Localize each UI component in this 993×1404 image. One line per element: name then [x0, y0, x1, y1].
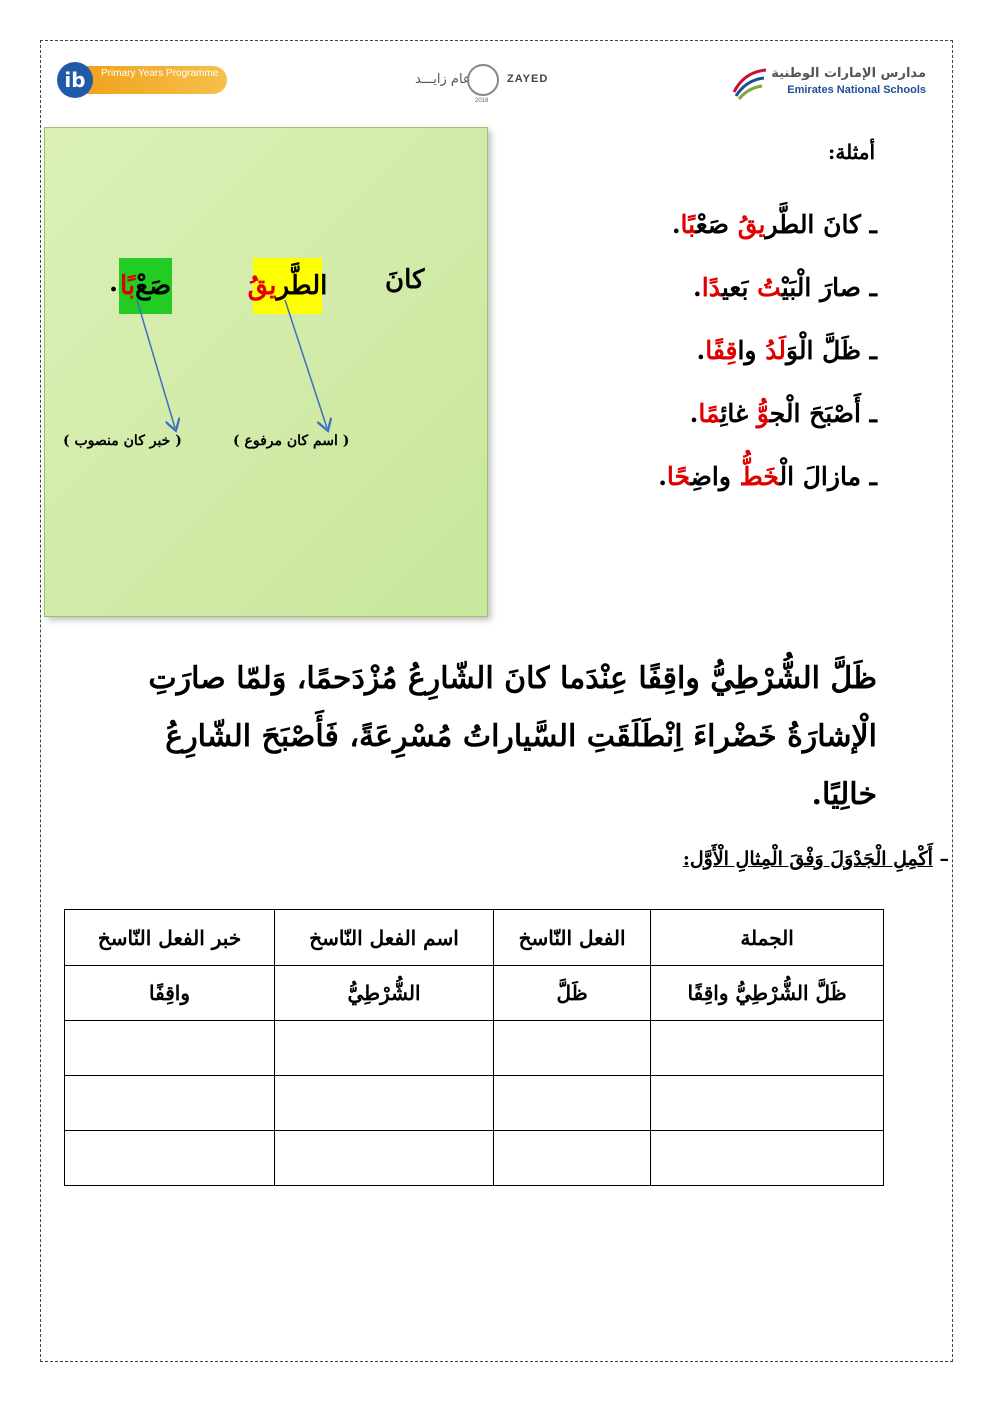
answer-cell[interactable] [651, 1021, 884, 1076]
example-period: . [658, 462, 667, 491]
example-text: وا [737, 336, 766, 365]
zayed-portrait-icon [467, 64, 499, 96]
word-kana: كانَ [385, 265, 425, 295]
word-ism-part: الطَّر [276, 271, 328, 301]
table-cell: ظَلَّ [494, 966, 651, 1021]
word-khabar-part: صَعْ [135, 271, 172, 301]
example-text: ـ كانَ الطَّر [765, 210, 877, 239]
example-khabar-ending: بًا [680, 210, 696, 239]
header-khabar: خبر الفعل النّاسخ [65, 910, 275, 966]
example-text: ـ مازالَ الْ [779, 462, 877, 491]
label-ism-kana: ( اسم كان مرفوع ) [233, 433, 350, 449]
ib-programme-label: Primary Years Programme [83, 66, 227, 94]
example-line [697, 336, 877, 365]
example-text: صَعْ [695, 210, 738, 239]
example-khabar-ending: مًا [698, 399, 721, 428]
answer-cell[interactable] [275, 1021, 494, 1076]
answer-cell[interactable] [494, 1021, 651, 1076]
answer-cell[interactable] [65, 1131, 275, 1186]
task-dash: – [939, 848, 949, 870]
answer-cell[interactable] [65, 1021, 275, 1076]
example-ism-ending: خَطُّ [739, 462, 780, 491]
ib-mark: ib [57, 62, 93, 98]
example-text: غائِ [720, 399, 757, 428]
arrows [45, 128, 487, 616]
word-khabar-ending: بًا [119, 271, 136, 301]
zayed-year: 2018 [475, 98, 489, 104]
arrow-to-ism-label [285, 300, 327, 428]
table-row [65, 1131, 884, 1186]
word-ism-ending: يقُ [247, 271, 277, 301]
task-instruction [683, 848, 949, 870]
reading-paragraph: ظَلَّ الشُّرْطِيُّ واقِفًا عِنْدَما كانَ الشّارِعُ مُزْدَحمًا، وَلمّا صارَتِ الْإشارَةُ خَضْراءَ اِنْطَلَقَتِ السَّياراتُ مُسْرِعَةً، فَأَصْبَحَ الشّارِعُ خالِيًا. [148, 661, 877, 812]
school-swoosh-icon [730, 66, 770, 100]
example-ism-ending: يقُ [737, 210, 766, 239]
answer-cell[interactable] [275, 1076, 494, 1131]
example-line [658, 462, 877, 491]
example-line [690, 399, 877, 428]
example-ism-ending: تُ [757, 273, 782, 302]
task-text: أَكْمِلِ الْجَدْوَلَ وَفْقَ الْمِثالِ الْأَوَّل: [682, 848, 933, 870]
table-row [65, 1021, 884, 1076]
examples-title: أمثلة: [827, 140, 875, 164]
answer-cell[interactable] [651, 1076, 884, 1131]
example-period: . [696, 336, 706, 365]
header-verb: الفعل النّاسخ [494, 910, 651, 966]
label-khabar-kana: ( خبر كان منصوب ) [63, 433, 182, 449]
example-text: ـ ظَلَّ الْوَ [785, 336, 877, 365]
header-sentence: الجملة [651, 910, 884, 966]
example-text: بَعي [721, 273, 758, 302]
table-row [65, 966, 884, 1021]
example-period: . [693, 273, 702, 302]
example-ism-ending: لَدُ [765, 336, 786, 365]
example-khabar-ending: دًا [701, 273, 722, 302]
answer-cell[interactable] [494, 1131, 651, 1186]
answer-cell[interactable] [651, 1131, 884, 1186]
sentence-period: . [109, 268, 119, 298]
arrow-to-khabar-label [137, 300, 175, 428]
ib-logo [57, 62, 227, 98]
example-text: ـ أَصْبَحَ الْج [769, 399, 877, 428]
answer-cell[interactable] [494, 1076, 651, 1131]
example-text: ـ صارَ الْبَيْ [781, 273, 877, 302]
table-cell: الشُّرْطِيُّ [275, 966, 494, 1021]
school-arabic-name: مدارس الإمارات الوطنية [771, 66, 926, 81]
example-ism-ending: وُّ [756, 399, 770, 428]
table-cell: واقِفًا [65, 966, 275, 1021]
example-analysis-box [44, 127, 488, 617]
zayed-english-label: ZAYED [507, 73, 549, 85]
example-line [672, 210, 877, 239]
table-cell: ظَلَّ الشُّرْطِيُّ واقِفًا [651, 966, 884, 1021]
year-of-zayed-logo [415, 64, 555, 104]
table-row [65, 1076, 884, 1131]
example-period: . [689, 399, 699, 428]
example-khabar-ending: قِفًا [705, 336, 738, 365]
example-khabar-ending: حًا [666, 462, 691, 491]
example-text: واضِ [690, 462, 740, 491]
answer-cell[interactable] [65, 1076, 275, 1131]
answer-cell[interactable] [275, 1131, 494, 1186]
school-english-name: Emirates National Schools [787, 84, 926, 96]
school-logo [730, 62, 930, 102]
example-line [693, 273, 877, 302]
example-period: . [671, 210, 681, 239]
header-ism: اسم الفعل النّاسخ [275, 910, 494, 966]
zayed-arabic-label: عام زايـــد [415, 72, 471, 87]
table-header-row [65, 910, 884, 966]
analysis-table [64, 909, 884, 1186]
